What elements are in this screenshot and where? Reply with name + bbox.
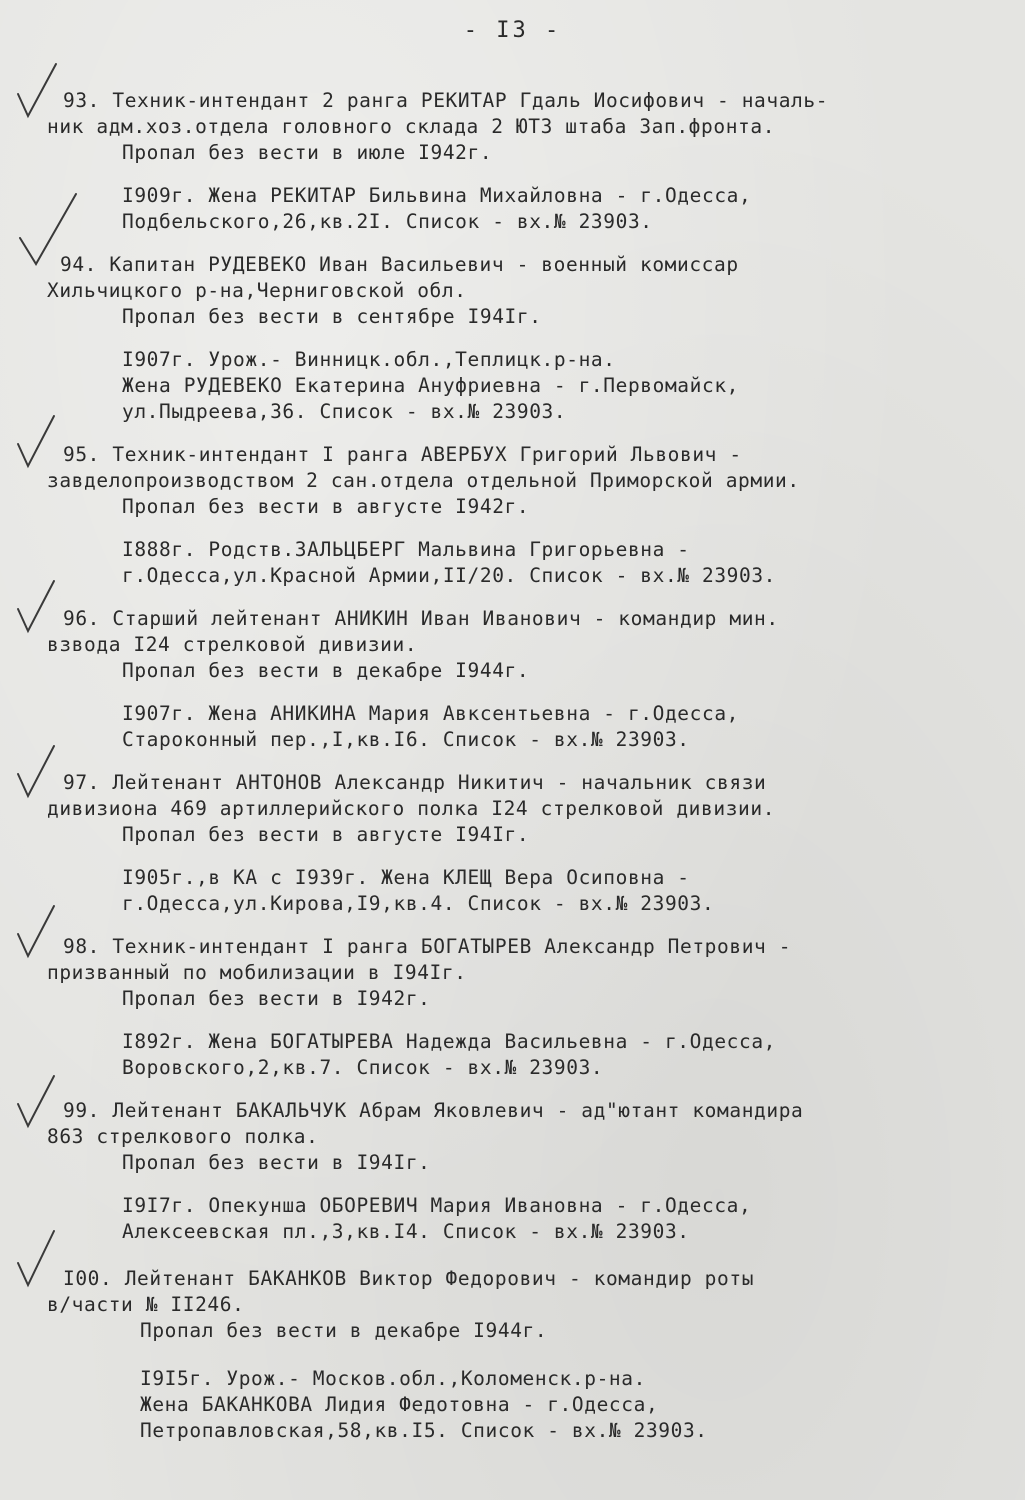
entry-98-line-4: I892г. Жена БОГАТЫРЕВА Надежда Васильевна - г.Одесса, [122,1030,777,1053]
entry-96-line-3: Пропал без вести в декабре I944г. [122,659,530,682]
check-mark-icon [14,740,64,800]
entry-100-line-1: I00. Лейтенант БАКАНКОВ Виктор Федорович - командир роты [63,1267,755,1290]
check-mark-icon [14,1225,64,1290]
entry-95-line-2: завделопроизводством 2 сан.отдела отдельной Приморской армии. [47,469,800,492]
check-mark-icon [14,410,64,470]
entry-93-line-2: ник адм.хоз.отдела головного склада 2 ЮТЗ штаба Зап.фронта. [47,115,776,138]
entry-99-line-4: I9I7г. Опекунша ОБОРЕВИЧ Мария Ивановна - г.Одесса, [122,1194,752,1217]
entry-98-line-5: Воровского,2,кв.7. Список - вх.№ 23903. [122,1056,604,1079]
entry-94-line-1: 94. Капитан РУДЕВЕКО Иван Васильевич - военный комиссар [60,253,739,276]
entry-93-line-5: Подбельского,26,кв.2I. Список - вх.№ 23903. [122,210,653,233]
entry-94-line-4: I907г. Урож.- Винницк.обл.,Теплицк.р-на. [122,348,616,371]
entry-95-line-4: I888г. Родств.ЗАЛЬЦБЕРГ Мальвина Григорьевна - [122,538,690,561]
entry-93-line-3: Пропал без вести в июле I942г. [122,141,493,164]
entry-100-line-6: Петропавловская,58,кв.I5. Список - вх.№ 23903. [140,1419,708,1442]
entry-97-line-5: г.Одесса,ул.Кирова,I9,кв.4. Список - вх.№ 23903. [122,892,715,915]
page-number: - I3 - [463,18,562,43]
entry-99-line-1: 99. Лейтенант БАКАЛЬЧУК Абрам Яковлевич - ад"ютант командира [63,1099,804,1122]
entry-96-line-2: взвода I24 стрелковой дивизии. [47,633,418,656]
entry-98-line-1: 98. Техник-интендант I ранга БОГАТЫРЕВ Александр Петрович - [63,935,792,958]
entry-97-line-1: 97. Лейтенант АНТОНОВ Александр Никитич - начальник связи [63,771,767,794]
entry-97-line-3: Пропал без вести в августе I94Iг. [122,823,530,846]
entry-97-line-4: I905г.,в КА с I939г. Жена КЛЕЩ Вера Осиповна - [122,866,690,889]
check-mark-icon [14,1070,64,1130]
check-mark-icon [14,575,64,635]
check-mark-icon [14,190,84,270]
entry-100-line-2: в/части № II246. [47,1293,245,1316]
entry-100-line-3: Пропал без вести в декабре I944г. [140,1319,548,1342]
entry-99-line-2: 863 стрелкового полка. [47,1125,319,1148]
entry-94-line-5: Жена РУДЕВЕКО Екатерина Ануфриевна - г.Первомайск, [122,374,739,397]
entry-99-line-3: Пропал без вести в I94Iг. [122,1151,431,1174]
entry-95-line-1: 95. Техник-интендант I ранга АВЕРБУХ Григорий Львович - [63,443,742,466]
entry-100-line-4: I9I5г. Урож.- Москов.обл.,Коломенск.р-на. [140,1367,646,1390]
entry-100-line-5: Жена БАКАНКОВА Лидия Федотовна - г.Одесса, [140,1393,659,1416]
entry-98-line-2: призванный по мобилизации в I94Iг. [47,961,467,984]
check-mark-icon [14,60,64,120]
check-mark-icon [14,900,64,960]
entry-93-line-4: I909г. Жена РЕКИТАР Бильвина Михайловна - г.Одесса, [122,184,752,207]
entry-94-line-6: ул.Пыдреева,36. Список - вх.№ 23903. [122,400,567,423]
entry-97-line-2: дивизиона 469 артиллерийского полка I24 стрелковой дивизии. [47,797,776,820]
entry-94-line-2: Хильчицкого р-на,Черниговской обл. [47,279,467,302]
entry-96-line-5: Староконный пер.,I,кв.I6. Список - вх.№ 23903. [122,728,690,751]
entry-95-line-3: Пропал без вести в августе I942г. [122,495,530,518]
entry-96-line-1: 96. Старший лейтенант АНИКИН Иван Иванович - командир мин. [63,607,779,630]
entry-96-line-4: I907г. Жена АНИКИНА Мария Авксентьевна - г.Одесса, [122,702,739,725]
entry-99-line-5: Алексеевская пл.,3,кв.I4. Список - вх.№ 23903. [122,1220,690,1243]
entry-94-line-3: Пропал без вести в сентябре I94Iг. [122,305,542,328]
entry-93-line-1: 93. Техник-интендант 2 ранга РЕКИТАР Гдаль Иосифович - началь- [63,89,829,112]
entry-95-line-5: г.Одесса,ул.Красной Армии,II/20. Список - вх.№ 23903. [122,564,777,587]
entry-98-line-3: Пропал без вести в I942г. [122,987,431,1010]
